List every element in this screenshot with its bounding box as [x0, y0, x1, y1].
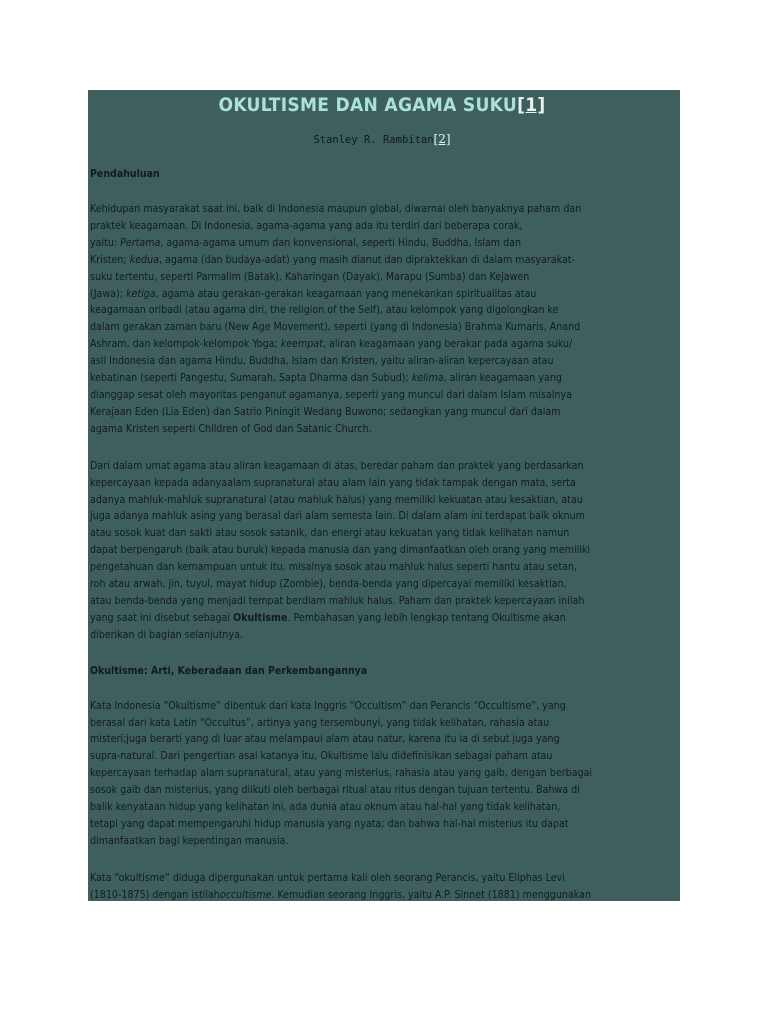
section-heading-okultisme: Okultisme: Arti, Keberadaan dan Perkembangannya — [90, 664, 368, 677]
text-line: tetapi yang dapat mempengaruhi hidup manusia yang nyata; dan bahwa hal-hal misterius itu dapat — [90, 818, 569, 830]
author-line — [90, 132, 674, 147]
text-line: dimanfaatkan bagi kepentingan manusia. — [90, 834, 289, 847]
text-line: Kristen; kedua, agama (dan budaya-adat) yang masih dianut dan dipraktekkan di dalam masyarakat- — [90, 253, 575, 266]
section-heading-pendahuluan: Pendahuluan — [90, 168, 160, 180]
paragraph-2 — [90, 458, 674, 644]
document-page — [88, 90, 680, 901]
text-line: (Jawa); ketiga, agama atau gerakan-gerakan keagamaan yang menekankan spiritualitas atau — [90, 287, 537, 300]
text-line: Kehidupan masyarakat saat ini, baik di Indonesia maupun global, diwarnai oleh banyaknya paham dan — [90, 203, 582, 215]
text-line: Ashram, dan kelompok-kelompok Yoga; keempat, aliran keagamaan yang berakar pada agama suku/ — [90, 338, 573, 351]
text-line: dianggap sesat oleh mayoritas penganut agamanya, seperti yang muncul dari dalam Islam misalnya — [90, 388, 572, 401]
text-line: agama Kristen seperti Children of God dan Satanic Church. — [90, 422, 372, 435]
text-line: Kata Indonesia “Okultisme” dibentuk dari kata Inggris “Occultism” dan Perancis “Occultisme”, yang — [90, 699, 566, 712]
text-line: diberikan di bagian selanjutnya. — [90, 628, 243, 641]
text-line: adanya mahluk-mahluk supranatural (atau mahluk halus) yang memiliki kekuatan atau kesaktian, atau — [90, 493, 583, 506]
text-line: juga adanya mahluk asing yang berasal dari alam semesta lain. Di dalam alam ini terdapat baik oknum — [90, 510, 585, 523]
emphasis: kedua — [129, 253, 159, 266]
emphasis: ketiga — [125, 287, 156, 300]
text-line: kepercayaan kepada adanyaalam supranatural atau alam lain yang tidak tampak dengan mata, serta — [90, 476, 576, 489]
text-line: yaitu: Pertama, agama-agama umum dan konvensional, seperti Hindu, Buddha, Islam dan — [90, 236, 522, 249]
text-line: Dari dalam umat agama atau aliran keagamaan di atas, beredar paham dan praktek yang berdasarkan — [90, 459, 584, 472]
paragraph-4 — [90, 870, 674, 901]
text-line: roh atau arwah, jin, tuyul, mayat hidup (Zombie), benda-benda yang dipercayai memiliki kesaktian, — [90, 578, 567, 591]
text-line: misteri;juga berarti yang di luar atau melampaui alam atau natur, karena itu ia di sebut juga yang — [90, 733, 560, 746]
emphasis: Pertama — [120, 236, 161, 249]
text-line: atau benda-benda yang menjadi tempat berdiam mahluk halus. Paham dan praktek kepercayaan inilah — [90, 594, 585, 607]
text-line: berasal dari kata Latin “Occultus”, artinya yang tersembunyi, yang tidak kelihatan, rahasia atau — [90, 716, 550, 729]
text-line: atau sosok kuat dan sakti atau sosok satanik, dan energi atau kekuatan yang tidak kelihatan namun — [90, 527, 570, 540]
text-line: kepercayaan terhadap alam supranatural, atau yang misterius, rahasia atau yang gaib, dengan berbagai — [90, 767, 593, 780]
text-line: (1810-1875) dengan istilahoccultisme. Kemudian seorang Inggris, yaitu A.P. Sinnet (1881) menggunakan — [90, 888, 592, 901]
author-name: Stanley R. Rambitan — [313, 134, 434, 146]
text-line: yang saat ini disebut sebagai Okultisme. Pembahasan yang lebih lengkap tentang Okultisme akan — [90, 611, 566, 624]
text-line: asli Indonesia dan agama Hindu, Buddha, Islam dan Kristen, yaitu aliran-aliran kepercayaan atau — [90, 355, 554, 368]
emphasis: keempat — [280, 338, 323, 351]
text-line: Kata “okultisme” diduga dipergunakan untuk pertama kali oleh seorang Perancis, yaitu Eliphas Levi — [90, 871, 565, 884]
text-line: pengetahuan dan kemampuan untuk itu, misalnya sosok atau mahluk halus seperti hantu atau setan, — [90, 561, 577, 574]
text-line: dalam gerakan zaman baru (New Age Movement), seperti (yang di Indonesia) Brahma Kumaris, Anand — [90, 321, 581, 334]
bold-term: Okultisme — [233, 611, 288, 624]
emphasis: occultisme — [219, 888, 272, 901]
text-line: supra-natural. Dari pengertian asal katanya itu, Okultisme lalu didefinisikan sebagai paham atau — [90, 750, 553, 763]
text-line: kebatinan (seperti Pangestu, Sumarah, Sapta Dharma dan Subud); kelima, aliran keagamaan yang — [90, 372, 562, 385]
text-line: dapat berpengaruh (baik atau buruk) kepada manusia dan yang dimanfaatkan oleh orang yang memiliki — [90, 544, 591, 557]
text-line: Kerajaan Eden (Lia Eden) dan Satrio Piningit Wedang Buwono; sedangkan yang muncul dari dalam — [90, 405, 561, 418]
text-line: balik kenyataan hidup yang kelihatan ini, ada dunia atau oknum atau hal-hal yang tidak kelihatan, — [90, 801, 561, 814]
text-line: praktek keagamaan. Di Indonesia, agama-agama yang ada itu terdiri dari beberapa corak, — [90, 219, 523, 232]
emphasis: kelima — [411, 372, 444, 385]
text-line: suku tertentu, seperti Parmalim (Batak), Kaharingan (Dayak), Marapu (Sumba) dan Kejawen — [90, 270, 530, 283]
text-line: sosok gaib dan misterius, yang diikuti oleh berbagai ritual atau ritus dengan tujuan tertentu. Bahwa di — [90, 784, 580, 797]
author-footnote-link[interactable]: [2] — [433, 132, 451, 146]
title-text: OKULTISME DAN AGAMA SUKU — [218, 94, 518, 116]
text-line: keagamaan oribadi (atau agama diri, the religion of the Self), atau kelompok yang digolongkan ke — [90, 304, 559, 317]
paragraph-3 — [90, 698, 674, 850]
title-footnote-link[interactable]: [1] — [517, 94, 546, 116]
paragraph-1 — [90, 201, 674, 438]
document-title — [90, 92, 674, 118]
